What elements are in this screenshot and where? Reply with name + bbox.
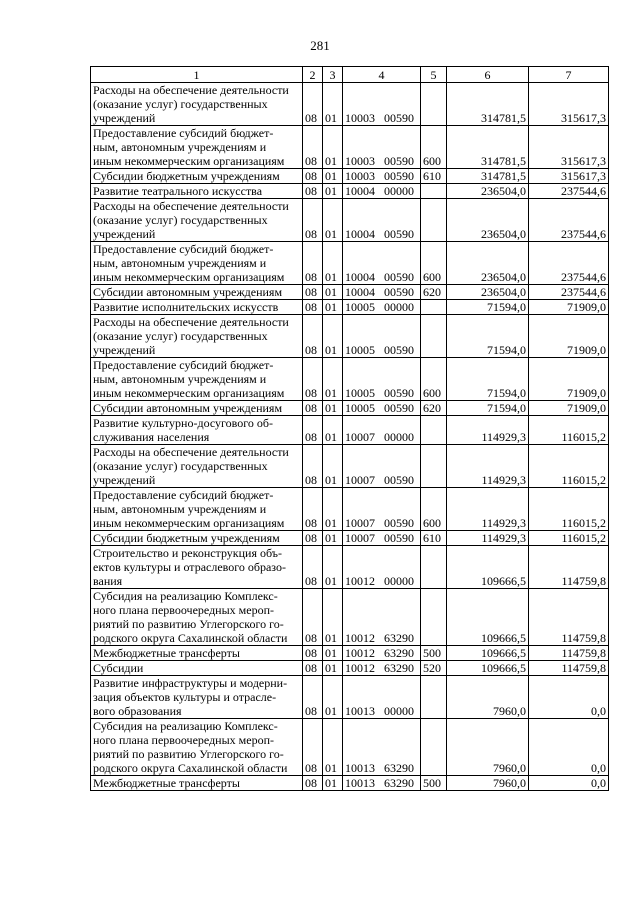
- target-article-cell: 10003 00590: [343, 126, 421, 169]
- subsection-code-cell: 01: [323, 589, 343, 646]
- amount-year2-cell: 315617,3: [529, 126, 609, 169]
- amount-year2-cell: 237544,6: [529, 199, 609, 242]
- column-header: 6: [447, 67, 529, 83]
- subsection-code-cell: 01: [323, 83, 343, 126]
- expense-type-cell: 620: [421, 285, 447, 300]
- expense-type-cell: [421, 199, 447, 242]
- target-article-cell: 10004 00590: [343, 285, 421, 300]
- amount-year2-cell: 116015,2: [529, 416, 609, 445]
- subsection-code-cell: 01: [323, 199, 343, 242]
- table-row: [91, 646, 609, 661]
- target-article-cell: 10013 00000: [343, 676, 421, 719]
- target-article-cell: 10005 00590: [343, 401, 421, 416]
- item-name-cell: Расходы на обеспечение деятельности (оказание услуг) государственных учреждений: [91, 315, 303, 358]
- table-row: [91, 676, 609, 719]
- target-article-cell: 10005 00590: [343, 358, 421, 401]
- column-header: 5: [421, 67, 447, 83]
- section-code-cell: 08: [303, 531, 323, 546]
- amount-year1-cell: 314781,5: [447, 126, 529, 169]
- item-name-cell: Расходы на обеспечение деятельности (оказание услуг) государственных учреждений: [91, 83, 303, 126]
- item-name-cell: Межбюджетные трансферты: [91, 776, 303, 791]
- section-code-cell: 08: [303, 285, 323, 300]
- target-article-cell: 10012 63290: [343, 661, 421, 676]
- section-code-cell: 08: [303, 358, 323, 401]
- expense-type-cell: [421, 719, 447, 776]
- target-article-cell: 10007 00590: [343, 488, 421, 531]
- column-header: 4: [343, 67, 421, 83]
- target-article-cell: 10012 63290: [343, 589, 421, 646]
- item-name-cell: Субсидия на реализацию Комплекс- ного плана первоочередных мероп- риятий по развитию Углегорского го- родского округа Сахалинской области: [91, 719, 303, 776]
- item-name-cell: Развитие исполнительских искусств: [91, 300, 303, 315]
- section-code-cell: 08: [303, 488, 323, 531]
- item-name-cell: Развитие театрального искусства: [91, 184, 303, 199]
- expense-type-cell: 600: [421, 126, 447, 169]
- expense-type-cell: [421, 445, 447, 488]
- item-name-cell: Расходы на обеспечение деятельности (оказание услуг) государственных учреждений: [91, 199, 303, 242]
- table-row: [91, 126, 609, 169]
- amount-year2-cell: 71909,0: [529, 315, 609, 358]
- amount-year2-cell: 0,0: [529, 719, 609, 776]
- item-name-cell: Развитие культурно-досугового об- служивания населения: [91, 416, 303, 445]
- item-name-cell: Субсидии автономным учреждениям: [91, 401, 303, 416]
- subsection-code-cell: 01: [323, 546, 343, 589]
- expense-type-cell: [421, 83, 447, 126]
- amount-year2-cell: 116015,2: [529, 445, 609, 488]
- amount-year2-cell: 114759,8: [529, 646, 609, 661]
- amount-year1-cell: 114929,3: [447, 488, 529, 531]
- section-code-cell: 08: [303, 315, 323, 358]
- section-code-cell: 08: [303, 242, 323, 285]
- item-name-cell: Межбюджетные трансферты: [91, 646, 303, 661]
- target-article-cell: 10012 00000: [343, 546, 421, 589]
- amount-year1-cell: 109666,5: [447, 646, 529, 661]
- target-article-cell: 10004 00000: [343, 184, 421, 199]
- table-row: [91, 184, 609, 199]
- header-row: [91, 67, 609, 83]
- amount-year1-cell: 71594,0: [447, 401, 529, 416]
- item-name-cell: Расходы на обеспечение деятельности (оказание услуг) государственных учреждений: [91, 445, 303, 488]
- table-row: [91, 199, 609, 242]
- amount-year2-cell: 315617,3: [529, 83, 609, 126]
- item-name-cell: Предоставление субсидий бюджет- ным, автономным учреждениям и иным некоммерческим организациям: [91, 242, 303, 285]
- subsection-code-cell: 01: [323, 126, 343, 169]
- subsection-code-cell: 01: [323, 358, 343, 401]
- expense-type-cell: [421, 315, 447, 358]
- amount-year2-cell: 71909,0: [529, 358, 609, 401]
- expense-type-cell: 620: [421, 401, 447, 416]
- amount-year1-cell: 7960,0: [447, 719, 529, 776]
- subsection-code-cell: 01: [323, 488, 343, 531]
- expense-type-cell: 520: [421, 661, 447, 676]
- table-row: [91, 445, 609, 488]
- item-name-cell: Предоставление субсидий бюджет- ным, автономным учреждениям и иным некоммерческим организациям: [91, 358, 303, 401]
- amount-year2-cell: 114759,8: [529, 589, 609, 646]
- table-row: [91, 589, 609, 646]
- target-article-cell: 10004 00590: [343, 199, 421, 242]
- table-row: [91, 358, 609, 401]
- amount-year2-cell: 71909,0: [529, 300, 609, 315]
- section-code-cell: 08: [303, 776, 323, 791]
- amount-year1-cell: 114929,3: [447, 445, 529, 488]
- table-row: [91, 315, 609, 358]
- section-code-cell: 08: [303, 719, 323, 776]
- target-article-cell: 10003 00590: [343, 169, 421, 184]
- amount-year1-cell: 114929,3: [447, 416, 529, 445]
- section-code-cell: 08: [303, 300, 323, 315]
- item-name-cell: Строительство и реконструкция объ- ектов культуры и отраслевого образо- вания: [91, 546, 303, 589]
- target-article-cell: 10003 00590: [343, 83, 421, 126]
- section-code-cell: 08: [303, 199, 323, 242]
- subsection-code-cell: 01: [323, 719, 343, 776]
- table-row: [91, 488, 609, 531]
- amount-year1-cell: 7960,0: [447, 676, 529, 719]
- amount-year1-cell: 314781,5: [447, 169, 529, 184]
- expense-type-cell: [421, 546, 447, 589]
- table-row: [91, 83, 609, 126]
- amount-year1-cell: 114929,3: [447, 531, 529, 546]
- section-code-cell: 08: [303, 416, 323, 445]
- table-row: [91, 242, 609, 285]
- expense-type-cell: [421, 676, 447, 719]
- amount-year1-cell: 236504,0: [447, 184, 529, 199]
- target-article-cell: 10013 63290: [343, 719, 421, 776]
- item-name-cell: Субсидии бюджетным учреждениям: [91, 531, 303, 546]
- table-row: [91, 719, 609, 776]
- section-code-cell: 08: [303, 401, 323, 416]
- section-code-cell: 08: [303, 646, 323, 661]
- target-article-cell: 10013 63290: [343, 776, 421, 791]
- amount-year2-cell: 237544,6: [529, 184, 609, 199]
- section-code-cell: 08: [303, 83, 323, 126]
- section-code-cell: 08: [303, 126, 323, 169]
- amount-year1-cell: 71594,0: [447, 315, 529, 358]
- amount-year1-cell: 7960,0: [447, 776, 529, 791]
- amount-year1-cell: 236504,0: [447, 285, 529, 300]
- table-row: [91, 169, 609, 184]
- amount-year1-cell: 71594,0: [447, 300, 529, 315]
- amount-year2-cell: 315617,3: [529, 169, 609, 184]
- column-header: 2: [303, 67, 323, 83]
- table-row: [91, 776, 609, 791]
- target-article-cell: 10012 63290: [343, 646, 421, 661]
- section-code-cell: 08: [303, 445, 323, 488]
- amount-year2-cell: 237544,6: [529, 285, 609, 300]
- subsection-code-cell: 01: [323, 184, 343, 199]
- target-article-cell: 10005 00000: [343, 300, 421, 315]
- section-code-cell: 08: [303, 184, 323, 199]
- target-article-cell: 10007 00590: [343, 531, 421, 546]
- subsection-code-cell: 01: [323, 169, 343, 184]
- amount-year2-cell: 116015,2: [529, 488, 609, 531]
- target-article-cell: 10007 00590: [343, 445, 421, 488]
- section-code-cell: 08: [303, 676, 323, 719]
- item-name-cell: Предоставление субсидий бюджет- ным, автономным учреждениям и иным некоммерческим организациям: [91, 488, 303, 531]
- table-row: [91, 300, 609, 315]
- subsection-code-cell: 01: [323, 300, 343, 315]
- subsection-code-cell: 01: [323, 401, 343, 416]
- subsection-code-cell: 01: [323, 776, 343, 791]
- subsection-code-cell: 01: [323, 445, 343, 488]
- expense-type-cell: [421, 300, 447, 315]
- column-header: 1: [91, 67, 303, 83]
- expense-type-cell: 610: [421, 531, 447, 546]
- subsection-code-cell: 01: [323, 676, 343, 719]
- amount-year1-cell: 109666,5: [447, 589, 529, 646]
- item-name-cell: Субсидия на реализацию Комплекс- ного плана первоочередных мероп- риятий по развитию Углегорского го- родского округа Сахалинской области: [91, 589, 303, 646]
- item-name-cell: Субсидии: [91, 661, 303, 676]
- section-code-cell: 08: [303, 589, 323, 646]
- table-row: [91, 531, 609, 546]
- section-code-cell: 08: [303, 661, 323, 676]
- amount-year1-cell: 314781,5: [447, 83, 529, 126]
- amount-year1-cell: 109666,5: [447, 546, 529, 589]
- amount-year1-cell: 109666,5: [447, 661, 529, 676]
- page-number: 281: [310, 38, 330, 53]
- section-code-cell: 08: [303, 546, 323, 589]
- expense-type-cell: 600: [421, 358, 447, 401]
- amount-year2-cell: 116015,2: [529, 531, 609, 546]
- expense-type-cell: 600: [421, 242, 447, 285]
- amount-year1-cell: 236504,0: [447, 199, 529, 242]
- table-row: [91, 416, 609, 445]
- expense-type-cell: 500: [421, 646, 447, 661]
- column-header: 3: [323, 67, 343, 83]
- amount-year2-cell: 0,0: [529, 676, 609, 719]
- expense-type-cell: [421, 184, 447, 199]
- expense-type-cell: [421, 416, 447, 445]
- target-article-cell: 10004 00590: [343, 242, 421, 285]
- amount-year1-cell: 236504,0: [447, 242, 529, 285]
- table-row: [91, 285, 609, 300]
- expense-type-cell: 610: [421, 169, 447, 184]
- subsection-code-cell: 01: [323, 285, 343, 300]
- subsection-code-cell: 01: [323, 315, 343, 358]
- expense-type-cell: [421, 589, 447, 646]
- subsection-code-cell: 01: [323, 416, 343, 445]
- amount-year2-cell: 0,0: [529, 776, 609, 791]
- item-name-cell: Предоставление субсидий бюджет- ным, автономным учреждениям и иным некоммерческим организациям: [91, 126, 303, 169]
- amount-year2-cell: 114759,8: [529, 546, 609, 589]
- target-article-cell: 10005 00590: [343, 315, 421, 358]
- subsection-code-cell: 01: [323, 242, 343, 285]
- column-header: 7: [529, 67, 609, 83]
- table-row: [91, 661, 609, 676]
- amount-year2-cell: 71909,0: [529, 401, 609, 416]
- item-name-cell: Субсидии бюджетным учреждениям: [91, 169, 303, 184]
- subsection-code-cell: 01: [323, 531, 343, 546]
- subsection-code-cell: 01: [323, 646, 343, 661]
- amount-year2-cell: 237544,6: [529, 242, 609, 285]
- section-code-cell: 08: [303, 169, 323, 184]
- table-row: [91, 401, 609, 416]
- expense-type-cell: 500: [421, 776, 447, 791]
- expense-type-cell: 600: [421, 488, 447, 531]
- item-name-cell: Развитие инфраструктуры и модерни- зация объектов культуры и отрасле- вого образования: [91, 676, 303, 719]
- budget-table: [90, 66, 609, 791]
- table-row: [91, 546, 609, 589]
- amount-year1-cell: 71594,0: [447, 358, 529, 401]
- subsection-code-cell: 01: [323, 661, 343, 676]
- amount-year2-cell: 114759,8: [529, 661, 609, 676]
- item-name-cell: Субсидии автономным учреждениям: [91, 285, 303, 300]
- target-article-cell: 10007 00000: [343, 416, 421, 445]
